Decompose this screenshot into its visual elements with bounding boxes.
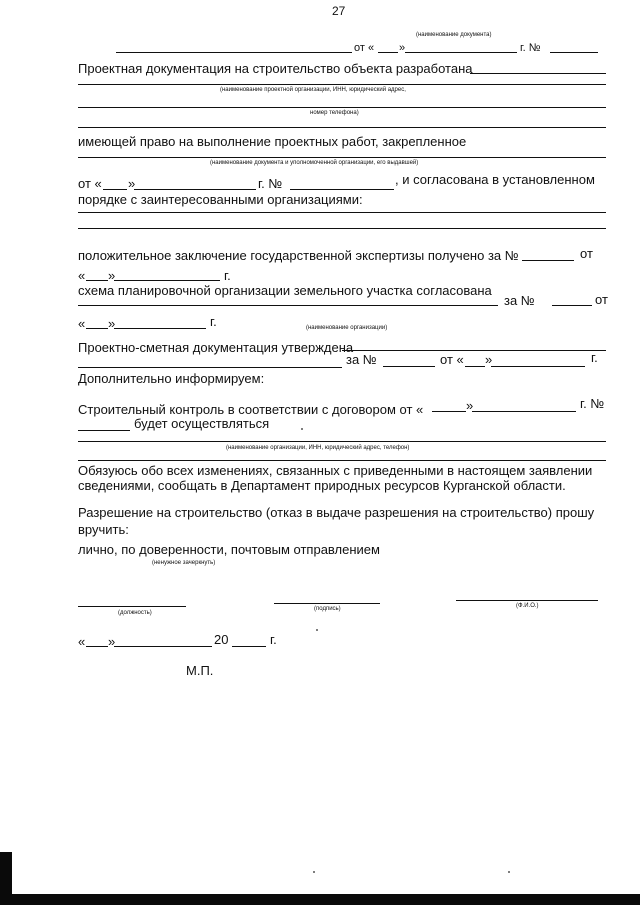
design-org-line-4[interactable] [78, 127, 606, 128]
scheme-year-label: г. [210, 314, 217, 329]
scheme-number-line[interactable] [552, 305, 592, 306]
bottom-date-close: » [108, 634, 116, 649]
bottom-month-line[interactable] [114, 646, 212, 647]
additional-info-label: Дополнительно информируем: [78, 371, 265, 386]
document-number-label: г. № [520, 42, 541, 54]
agreed-label: , и согласована в установленном [395, 172, 595, 187]
control-label: Строительный контроль в соответствии с договором от « [78, 402, 424, 417]
strike-hint: (ненужное зачеркнуть) [152, 560, 216, 566]
agreement-line-1[interactable] [78, 212, 606, 213]
obligation-line-2: сведениями, сообщать в Департамент природных ресурсов Курганской области. [78, 478, 566, 493]
org-name-hint: (наименование организации) [306, 325, 388, 331]
document-name-hint: (наименование документа) [416, 32, 492, 38]
control-will-do-label: будет осуществляться [134, 416, 270, 431]
document-name-line[interactable] [116, 52, 352, 53]
scheme-label: схема планировочной организации земельного участка согласована [78, 283, 492, 298]
scheme-month-line[interactable] [114, 328, 206, 329]
scheme-org-line[interactable] [78, 305, 498, 306]
estimate-day-line[interactable] [465, 366, 485, 367]
control-number-label: г. № [580, 396, 605, 411]
document-number-line[interactable] [550, 52, 598, 53]
document-month-line[interactable] [405, 52, 517, 53]
bottom-year-label: г. [270, 632, 277, 647]
control-day-line[interactable] [432, 411, 466, 412]
scheme-from-label: от [595, 292, 608, 307]
bottom-date-open: « [78, 634, 86, 649]
estimate-approved-line-1[interactable] [342, 350, 606, 351]
design-org-hint: (наименование проектной организации, ИНН, юридический адрес, [220, 87, 406, 93]
expertise-label: положительное заключение государственной экспертизы получено за № [78, 248, 519, 263]
permit-line-1: Разрешение на строительство (отказ в выдаче разрешения на строительство) прошу [78, 505, 595, 520]
scan-speck [316, 629, 318, 631]
estimate-month-line[interactable] [491, 366, 585, 367]
control-org-hint: (наименование организации, ИНН, юридический адрес, телефон) [226, 445, 410, 451]
expertise-day-line[interactable] [86, 280, 108, 281]
control-number-line[interactable] [78, 430, 130, 431]
scan-bottom-artifact [0, 894, 640, 905]
control-org-line-2[interactable] [78, 460, 606, 461]
estimate-date-open: от « [440, 352, 464, 367]
signature-line[interactable] [274, 603, 380, 604]
license-day-line[interactable] [103, 189, 127, 190]
design-docs-label: Проектная документация на строительство объекта разработана [78, 61, 473, 76]
license-date-close: » [128, 176, 136, 191]
document-date-close: » [399, 42, 406, 54]
expertise-year-label: г. [224, 268, 231, 283]
fio-hint: (Ф.И.О.) [516, 603, 539, 609]
stamp-mark: М.П. [186, 663, 214, 678]
obligation-line-1: Обязуюсь обо всех изменениях, связанных с приведенными в настоящем заявлении [78, 463, 593, 478]
scheme-number-label: за № [504, 293, 535, 308]
document-day-line[interactable] [378, 52, 398, 53]
control-month-line[interactable] [472, 411, 576, 412]
expertise-number-line[interactable] [522, 260, 574, 261]
delivery-options[interactable]: лично, по доверенности, почтовым отправлением [78, 542, 380, 557]
bottom-year-prefix: 20 [214, 632, 229, 647]
phone-hint: номер телефона) [310, 110, 359, 116]
control-org-line[interactable] [78, 441, 606, 442]
license-month-line[interactable] [134, 189, 256, 190]
license-date-open: от « [78, 176, 102, 191]
position-hint: (должность) [118, 610, 152, 616]
design-org-line-3[interactable] [78, 107, 606, 108]
position-line[interactable] [78, 606, 186, 607]
fio-line[interactable] [456, 600, 598, 601]
document-date-open: от « [354, 42, 375, 54]
permit-line-2: вручить: [78, 522, 129, 537]
scan-speck [301, 428, 303, 430]
expertise-from-label: от [580, 246, 593, 261]
estimate-date-close: » [485, 352, 493, 367]
scan-speck [508, 871, 510, 873]
scheme-day-line[interactable] [86, 328, 108, 329]
license-number-line[interactable] [290, 189, 394, 190]
estimate-year-label: г. [591, 350, 598, 365]
agreement-order-label: порядке с заинтересованными организациями: [78, 192, 363, 207]
license-label: имеющей право на выполнение проектных работ, закрепленное [78, 134, 467, 149]
scheme-date-open: « [78, 316, 86, 331]
design-org-line-2[interactable] [78, 84, 606, 85]
page-number: 27 [332, 4, 346, 18]
expertise-month-line[interactable] [114, 280, 220, 281]
license-number-label: г. № [258, 176, 283, 191]
license-doc-hint: (наименование документа и уполномоченной организации, его выдавшей) [210, 160, 419, 166]
expertise-date-open: « [78, 268, 86, 283]
agreement-line-2[interactable] [78, 228, 606, 229]
estimate-number-line[interactable] [383, 366, 435, 367]
estimate-approved-label: Проектно-сметная документация утверждена [78, 340, 354, 355]
signature-hint: (подпись) [314, 606, 341, 612]
scheme-date-close: » [108, 316, 116, 331]
bottom-day-line[interactable] [86, 646, 108, 647]
expertise-date-close: » [108, 268, 116, 283]
bottom-year-line[interactable] [232, 646, 266, 647]
control-date-close: » [466, 398, 474, 413]
design-org-line-1[interactable] [470, 73, 606, 74]
scan-speck [313, 871, 315, 873]
estimate-approved-line-2[interactable] [78, 367, 342, 368]
license-doc-line[interactable] [78, 157, 606, 158]
estimate-number-label: за № [346, 352, 377, 367]
